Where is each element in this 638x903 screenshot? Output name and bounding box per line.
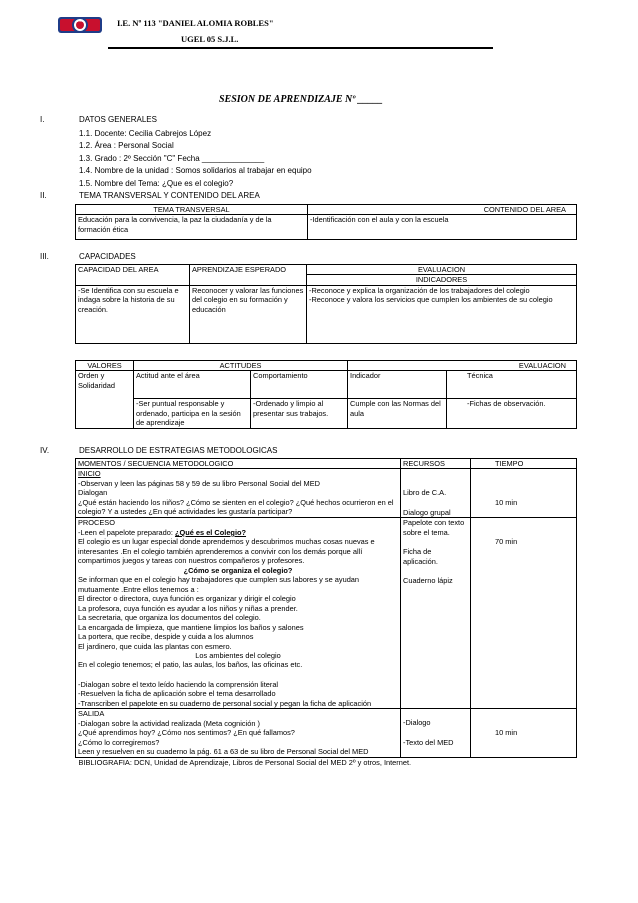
school-name: I.E. Nº 113 "DANIEL ALOMIA ROBLES" [117, 18, 274, 28]
proceso-paragraph: Se informan que en el colegio hay trabajadores que cumplen sus labores y se ayudan mutuamente .Entre ellos tenemos a : [78, 575, 360, 594]
indicadores-header: INDICADORES [307, 275, 577, 285]
indicador-cell: Cumple con las Normas del aula [348, 399, 447, 428]
bibliografia: BIBLIOGRAFIA: DCN, Unidad de Aprendizaje, Libros de Personal Social del MED 2º y otros, Internet. [78, 757, 412, 767]
indicador-item: -Reconoce y explica la organización de los trabajadores del colegio [309, 285, 530, 295]
recurso-item: Dialogo grupal [403, 507, 451, 517]
salida-title: SALIDA [78, 709, 105, 719]
recurso-item: -Dialogo [403, 718, 431, 728]
proceso-list-item: La profesora, cuya función es ayudar a los niños y niñas a prender. [78, 603, 298, 613]
header-rule [108, 47, 493, 49]
aprendizaje-cell: Reconocer y valorar las funciones del colegio en su formación y educación [190, 285, 307, 343]
datos-item: 1.3. Grado : 2º Sección "C" Fecha ______________ [79, 153, 265, 163]
capacidad-cell: -Se Identifica con su escuela e indaga sobre la historia de su creación. [76, 285, 190, 343]
tiempo-value: 10 min [495, 498, 518, 508]
valores-table [75, 360, 577, 429]
contenido-header: CONTENIDO DEL AREA [308, 205, 577, 215]
proceso-line [78, 528, 398, 537]
section-1-num: I. [40, 115, 45, 124]
section-3-num: III. [40, 252, 49, 261]
actitudes-header: ACTITUDES [134, 361, 348, 371]
actitud-subheader: Actitud ante el área [134, 371, 251, 399]
comportamiento-subheader: Comportamiento [251, 371, 348, 399]
recurso-item: Ficha de aplicación. [403, 547, 438, 566]
datos-list [79, 128, 312, 190]
metodologia-table [75, 458, 577, 767]
datos-item: 1.1. Docente: Cecilia Cabrejos López [79, 129, 212, 138]
proceso-text: -Leen el papelote preparado: [78, 527, 175, 537]
evaluacion-header-2: EVALUACION [348, 361, 577, 371]
capacidades-table [75, 264, 577, 344]
logo-number: 113 [76, 19, 84, 23]
proceso-final: -Resuelven la ficha de aplicación sobre el tema desarrollado [78, 689, 276, 699]
section-2-label: TEMA TRANSVERSAL Y CONTENIDO DEL AREA [79, 191, 260, 200]
section-1-label: DATOS GENERALES [79, 115, 157, 124]
salida-line: ¿Qué aprendimos hoy? ¿Cómo nos sentimos? ¿En qué fallamos? [78, 728, 295, 738]
proceso-tiempo [471, 518, 577, 709]
recursos-header: RECURSOS [401, 459, 471, 469]
indicadores-cell [307, 285, 577, 343]
aprendizaje-header: APRENDIZAJE ESPERADO [190, 265, 307, 286]
proceso-list-item: La secretaria, que organiza los documentos del colegio. [78, 613, 261, 623]
tema-header: TEMA TRANSVERSAL [76, 205, 308, 215]
indicador-item: -Reconoce y valora los servicios que cumplen los ambientes de su colegio [309, 295, 553, 305]
recurso-item: Cuaderno lápiz [403, 576, 453, 586]
comportamiento-cell: -Ordenado y limpio al presentar sus trabajos. [251, 399, 348, 428]
section-4-label: DESARROLLO DE ESTRATEGIAS METODOLOGICAS [79, 446, 278, 455]
valores-header: VALORES [76, 361, 134, 371]
proceso-list-item: La portera, que recibe, despide y cuida a los alumnos [78, 632, 254, 642]
tecnica-cell: -Fichas de observación. [447, 399, 577, 428]
inicio-recursos [401, 469, 471, 518]
recurso-item: Libro de C.A. [403, 488, 447, 498]
inicio-line: Dialogan [78, 488, 108, 498]
datos-item: 1.2. Área : Personal Social [79, 141, 174, 151]
evaluacion-header: EVALUACION [307, 265, 577, 275]
inicio-line: -Observan y leen las páginas 58 y 59 de su libro Personal Social del MED [78, 478, 320, 488]
section-3-label: CAPACIDADES [79, 252, 136, 261]
tecnica-subheader: Técnica [447, 371, 577, 399]
indicador-subheader: Indicador [348, 371, 447, 399]
proceso-final: -Transcriben el papelote en su cuaderno de personal social y pegan la ficha de aplicación [78, 698, 372, 708]
actitud-cell: -Ser puntual responsable y ordenado, participa en la sesión de aprendizaje [134, 399, 251, 428]
inicio-cell [76, 469, 401, 518]
contenido-cell: -Identificación con el aula y con la escuela [308, 215, 577, 240]
ugel-name: UGEL 05 S.J.L. [181, 34, 239, 44]
proceso-subtitle: ¿Cómo se organiza el colegio? [183, 565, 293, 575]
recurso-item: Papelote con texto sobre el tema. [403, 518, 465, 537]
valor-cell: Orden y Solidaridad [76, 371, 134, 428]
salida-cell [76, 709, 401, 757]
inicio-title: INICIO [78, 469, 101, 479]
proceso-question: ¿Qué es el Colegio? [174, 527, 247, 537]
tema-table [75, 204, 577, 240]
proceso-paragraph: En el colegio tenemos; el patio, las aulas, los baños, las oficinas etc. [78, 660, 303, 670]
proceso-list-item: El director o directora, cuya función es organizar y dirigir el colegio [78, 594, 296, 604]
salida-line: ¿Cómo lo corregiremos? [78, 737, 160, 747]
proceso-list-item: La encargada de limpieza, que mantiene limpios los baños y salones [78, 622, 304, 632]
section-4-num: IV. [40, 446, 50, 455]
inicio-line: ¿Qué están haciendo los niños? ¿Cómo se sienten en el colegio? ¿Qué hechos ocurrieron en el colegio? Y a ustedes ¿En qué actividades les gustaría participar? [78, 497, 394, 517]
tiempo-header: TIEMPO [471, 459, 577, 469]
datos-item: 1.5. Nombre del Tema: ¿Que es el colegio? [79, 178, 234, 188]
salida-line: -Dialogan sobre la actividad realizada (Meta cognición ) [78, 718, 260, 728]
proceso-title: PROCESO [78, 518, 115, 528]
tema-cell: Educación para la convivencia, la paz la ciudadanía y de la formación ética [76, 215, 308, 240]
proceso-recursos [401, 518, 471, 709]
tiempo-value: 70 min [495, 537, 518, 547]
momentos-header: MOMENTOS / SECUENCIA METODOLOGICO [76, 459, 401, 469]
salida-line: Leen y resuelven en su cuaderno la pág. 61 a 63 de su libro de Personal Social del MED [78, 747, 369, 757]
capacidad-header: CAPACIDAD DEL AREA [76, 265, 190, 286]
section-2-num: II. [40, 191, 47, 200]
salida-tiempo [471, 709, 577, 757]
proceso-list-item: El jardinero, que cuida las plantas con esmero. [78, 641, 232, 651]
session-title: SESION DE APRENDIZAJE Nº _____ [219, 94, 383, 105]
school-logo [58, 14, 102, 36]
proceso-cell [76, 518, 401, 709]
tiempo-value: 10 min [495, 728, 518, 738]
salida-recursos [401, 709, 471, 757]
inicio-tiempo [471, 469, 577, 518]
proceso-subtitle: Los ambientes del colegio [195, 650, 281, 660]
recurso-item: -Texto del MED [403, 737, 454, 747]
proceso-paragraph: El colegio es un lugar especial donde aprendemos y descubrimos muchas cosas nuevas e interesantes .En el colegio también aprenderemos a convivir con los demás porque allí compartimos juegos y tareas con nuestros compañeros y profesores. [78, 537, 375, 566]
proceso-final: -Dialogan sobre el texto leído haciendo la comprensión literal [78, 679, 279, 689]
datos-item: 1.4. Nombre de la unidad : Somos solidarios al trabajar en equipo [79, 166, 312, 176]
